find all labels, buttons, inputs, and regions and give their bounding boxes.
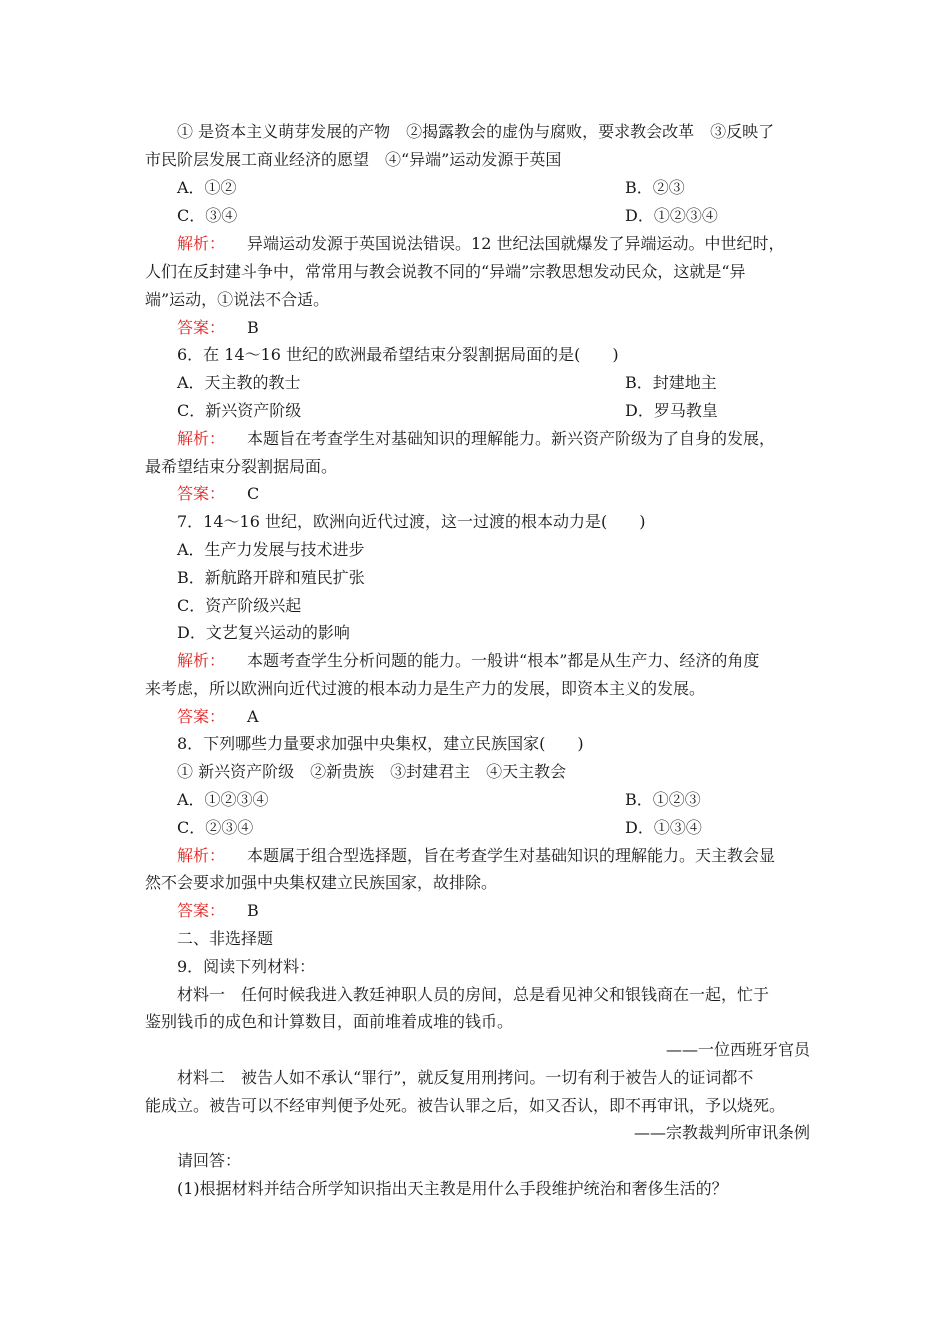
q5-option-d: D．①②③④	[625, 206, 718, 225]
q8-analysis-line1	[145, 846, 842, 866]
q5-analysis-text: 异端运动发源于英国说法错误。12 世纪法国就爆发了异端运动。中世纪时，	[247, 234, 785, 253]
q9-subquestion-1: (1)根据材料并结合所学知识指出天主教是用什么手段维护统治和奢侈生活的？	[177, 1179, 728, 1198]
q8-options-row2	[145, 818, 842, 838]
q6-answer-value: C	[247, 484, 260, 503]
q5-analysis-line1	[145, 234, 842, 254]
q9-stem: 9．阅读下列材料：	[177, 957, 316, 976]
q9-material1-source: ——一位西班牙官员	[665, 1040, 810, 1059]
q7-option-c: C．资产阶级兴起	[177, 596, 302, 615]
q6-option-b: B．封建地主	[625, 373, 717, 392]
q9-material2-line1: 材料二 被告人如不承认“罪行”，就反复用刑拷问。一切有利于被告人的证词都不	[177, 1068, 754, 1087]
q5-option-c: C．③④	[177, 206, 238, 225]
q6-option-d: D．罗马教皇	[625, 401, 718, 420]
q5-option-b: B．②③	[625, 178, 685, 197]
q7-analysis-text: 本题考查学生分析问题的能力。一般讲“根本”都是从生产力、经济的角度	[247, 651, 760, 670]
q6-option-c: C．新兴资产阶级	[177, 401, 302, 420]
q8-option-a: A．①②③④	[177, 790, 269, 809]
q7-analysis-line1	[145, 651, 842, 671]
q8-option-b: B．①②③	[625, 790, 701, 809]
q8-options-row1	[145, 790, 842, 810]
q6-analysis-text: 本题旨在考查学生对基础知识的理解能力。新兴资产阶级为了自身的发展，	[247, 429, 776, 448]
q8-option-d: D．①③④	[625, 818, 702, 837]
q8-analysis-text: 本题属于组合型选择题，旨在考查学生对基础知识的理解能力。天主教会显	[247, 846, 776, 865]
q5-answer-label: 答案：	[177, 318, 226, 337]
q9-material2-source: ——宗教裁判所审讯条例	[633, 1123, 810, 1142]
q5-answer-value: B	[247, 318, 259, 337]
q6-analysis-label: 解析：	[177, 429, 226, 448]
q5-options-row1	[145, 178, 842, 198]
q7-analysis-line2: 来考虑，所以欧洲向近代过渡的根本动力是生产力的发展，即资本主义的发展。	[145, 679, 706, 698]
q9-material2-line2: 能成立。被告可以不经审判便予处死。被告认罪之后，如又否认，即不再审讯，予以烧死。	[145, 1096, 786, 1115]
q9-prompt: 请回答：	[177, 1151, 242, 1170]
q5-statements-line2: 市民阶层发展工商业经济的愿望 ④“异端”运动发源于英国	[145, 150, 562, 169]
q7-option-b: B．新航路开辟和殖民扩张	[177, 568, 365, 587]
q6-options-row1	[145, 373, 842, 393]
q6-options-row2	[145, 401, 842, 421]
q8-option-c: C．②③④	[177, 818, 254, 837]
q6-option-a: A．天主教的教士	[177, 373, 301, 392]
q8-answer-value: B	[247, 901, 259, 920]
q5-analysis-line2: 人们在反封建斗争中，常常用与教会说教不同的“异端”宗教思想发动民众，这就是“异	[145, 262, 746, 281]
q7-option-a: A．生产力发展与技术进步	[177, 540, 365, 559]
q6-answer-label: 答案：	[177, 484, 226, 503]
q7-answer	[145, 707, 842, 727]
q6-analysis-line2: 最希望结束分裂割据局面。	[145, 457, 338, 476]
q7-answer-value: A	[247, 707, 259, 726]
q8-stem: 8．下列哪些力量要求加强中央集权，建立民族国家( )	[177, 734, 584, 753]
q5-statements-line1: ① 是资本主义萌芽发展的产物 ②揭露教会的虚伪与腐败，要求教会改革 ③反映了	[177, 122, 775, 141]
q8-answer-label: 答案：	[177, 901, 226, 920]
q7-analysis-label: 解析：	[177, 651, 226, 670]
q5-answer	[145, 318, 842, 338]
q5-analysis-label: 解析：	[177, 234, 226, 253]
q7-answer-label: 答案：	[177, 707, 226, 726]
q9-material1-line2: 鉴别钱币的成色和计算数目，面前堆着成堆的钱币。	[145, 1012, 514, 1031]
q9-material1-line1: 材料一 任何时候我进入教廷神职人员的房间，总是看见神父和银钱商在一起，忙于	[177, 985, 770, 1004]
q6-analysis-line1	[145, 429, 842, 449]
q6-answer	[145, 484, 842, 504]
section-heading: 二、非选择题	[177, 929, 274, 948]
q8-answer	[145, 901, 842, 921]
q5-options-row2	[145, 206, 842, 226]
q7-stem: 7．14～16 世纪，欧洲向近代过渡，这一过渡的根本动力是( )	[177, 512, 646, 531]
q8-analysis-label: 解析：	[177, 846, 226, 865]
q5-analysis-line3: 端”运动，①说法不合适。	[145, 290, 330, 309]
q6-stem: 6．在 14～16 世纪的欧洲最希望结束分裂割据局面的是( )	[177, 345, 619, 364]
q5-option-a: A．①②	[177, 178, 237, 197]
q8-analysis-line2: 然不会要求加强中央集权建立民族国家，故排除。	[145, 873, 498, 892]
q8-statements: ① 新兴资产阶级 ②新贵族 ③封建君主 ④天主教会	[177, 762, 567, 781]
q7-option-d: D．文艺复兴运动的影响	[177, 623, 350, 642]
